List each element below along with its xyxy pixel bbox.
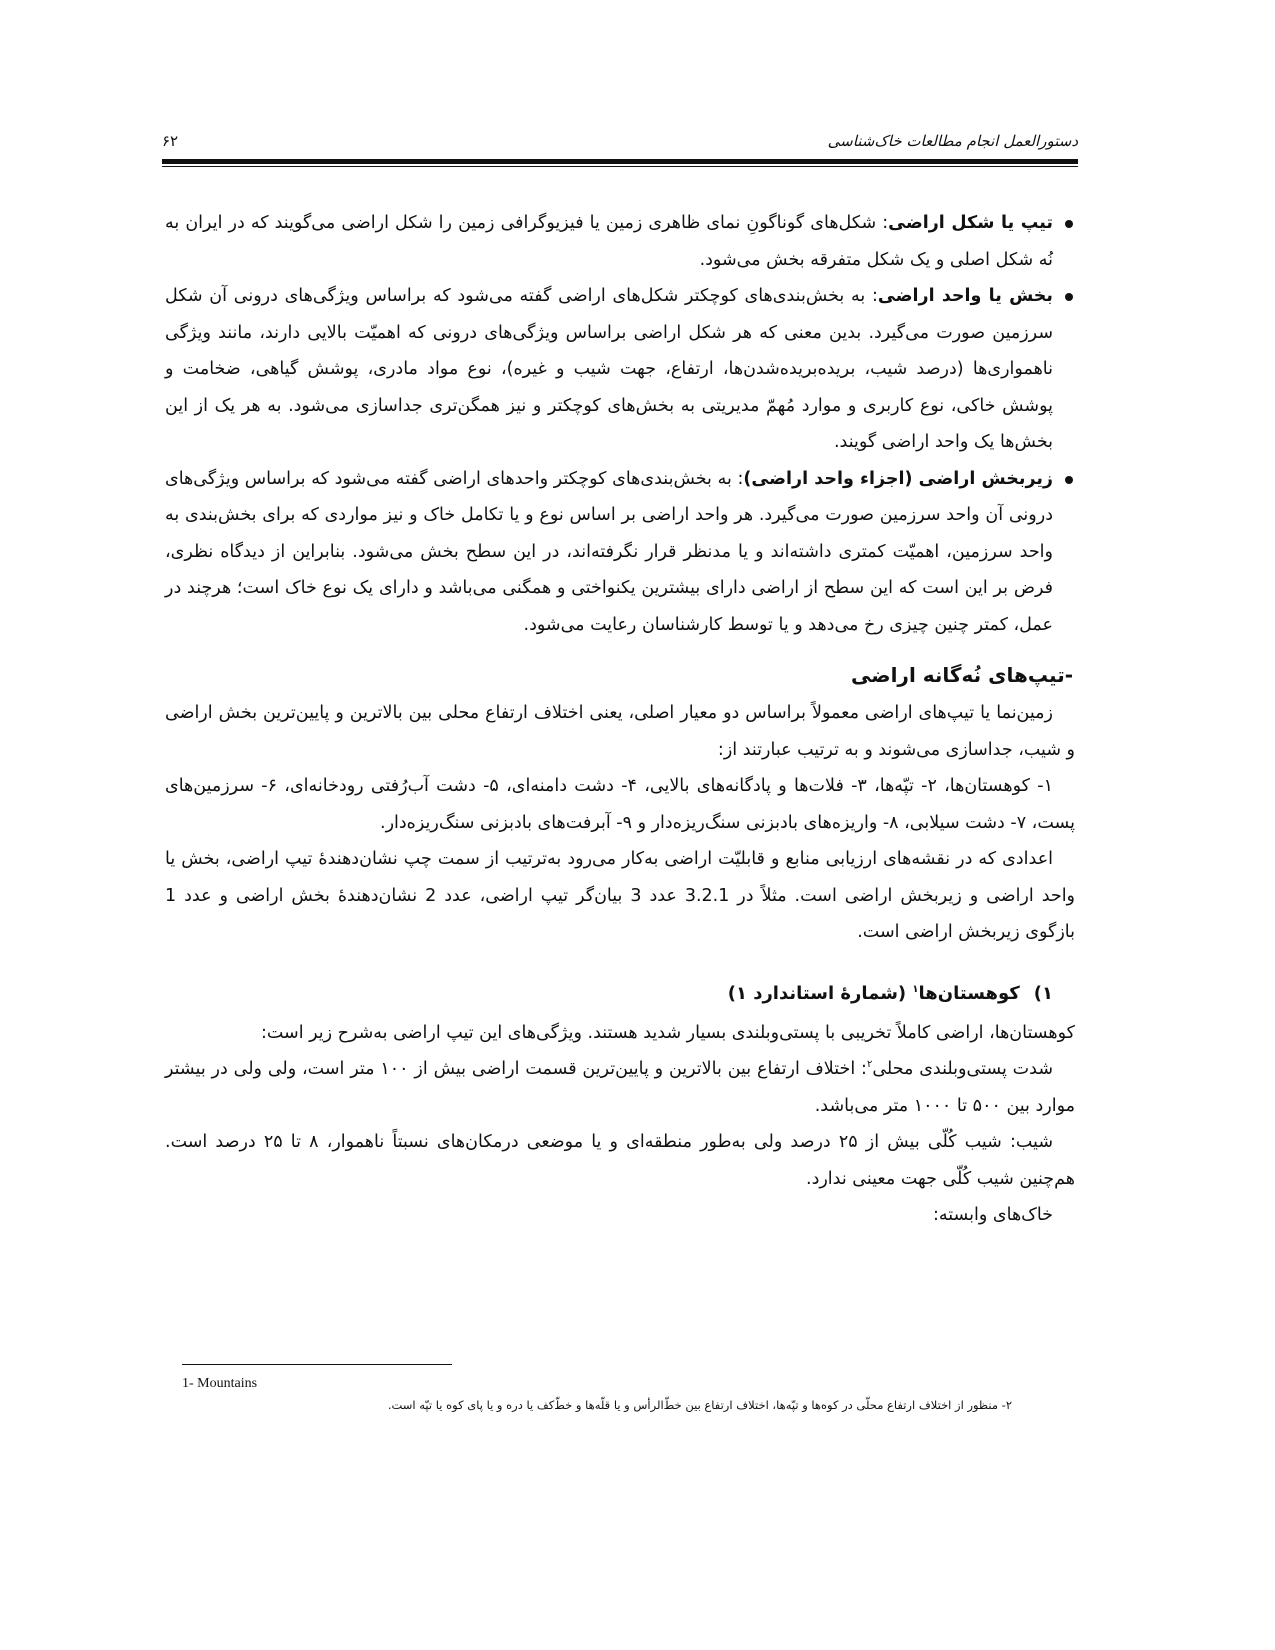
paragraph-soils: خاک‌های وابسته: xyxy=(933,1205,1053,1225)
term-definition: : شکل‌های گوناگونِ نمای ظاهری زمین یا فیزیوگرافی زمین را شکل اراضی می‌گویند که در ایران به نُه شکل اصلی و یک شکل متفرقه بخش می‌شود. xyxy=(165,213,1053,270)
bullet-icon xyxy=(1065,220,1073,228)
term-definition: : به بخش‌بندی‌های کوچکتر واحدهای اراضی گفته می‌شود که براساس ویژگی‌های درونی آن واحد سرزمین صورت می‌گیرد. هر واحد اراضی بر اساس نوع و یا تکامل خاک و نیز مواردی که برای بخش‌بندی به واحد سرزمین، اهمیّت کمتری داشته‌اند و یا مدنظر قرار نگرفته‌اند، در این سطح بخش می‌شود. بنابراین از دیدگاه نظری، فرض بر این است که این سطح از اراضی دارای بیشترین یکنواختی و همگنی می‌باشد و دارای یک نوع خاک است؛ هرچند در عمل، کمتر چنین چیزی رخ می‌دهد و یا توسط کارشناسان رعایت می‌شود. xyxy=(165,468,1053,635)
paragraph-intro: زمین‌نما یا تیپ‌های اراضی معمولاً براساس دو معیار اصلی، یعنی اختلاف ارتفاع محلی بین بالاترین و پایین‌ترین بخش اراضی و شیب، جداسازی می‌شوند و به ترتیب عبارتند از: xyxy=(165,703,1075,760)
paragraph-slope: شیب: شیب کُلّی بیش از ۲۵ درصد ولی به‌طور منطقه‌ای و یا موضعی درمکان‌های نسبتاً ناهموار، ۸ تا ۲۵ درصد است. هم‌چنین شیب کُلّی جهت معینی ندارد. xyxy=(165,1132,1075,1189)
subsection-note: (شمارۀ استاندارد ۱) xyxy=(727,982,913,1004)
footnote-2: ۲- منظور از اختلاف ارتفاع محلّی در کوه‌ها و تپّه‌ها، اختلاف ارتفاع بین خطّ‌الرأس و یا قلّه‌ها و خطّ‌کف یا دره و یا پای کوه یا تپّه است. xyxy=(387,1398,1012,1412)
footnote-rule xyxy=(182,1364,452,1365)
list-item xyxy=(165,205,1075,278)
page-number: ۶۲ xyxy=(162,132,179,150)
paragraph-map-codes: اعدادی که در نقشه‌های ارزیابی منابع و قابلیّت اراضی به‌کار می‌رود به‌ترتیب از سمت چپ نشان‌دهندۀ تیپ اراضی، بخش یا واحد اراضی و زیربخش اراضی است. مثلاً در 3.2.1 عدد 3 بیان‌گر تیپ اراضی، عدد 2 نشان‌دهندۀ بخش اراضی و عدد 1 بازگوی زیربخش اراضی است. xyxy=(165,849,1076,942)
subsection-title: کوهستان‌ها xyxy=(918,982,1020,1004)
term-definition: : به بخش‌بندی‌های کوچکتر شکل‌های اراضی گفته می‌شود که براساس ویژگی‌های درونی آن شکل سرزمین صورت می‌گیرد. بدین معنی که هر شکل اراضی براساس ویژگی‌های درونی که اهمیّت بالایی دارند، مانند ویژگی ناهمواری‌ها (درصد شیب، بریده‌بریده‌شدن‌ها، ارتفاع، جهت شیب و غیره)، نوع مواد مادری، پوشش گیاهی، ضخامت و پوشش خاکی، نوع کاربری و موارد مُهمّ مدیریتی به بخش‌های کوچکتر و نیز همگن‌تری جداسازی می‌شود. به هر یک از این بخش‌ها یک واحد اراضی گویند. xyxy=(165,286,1053,452)
term-label: بخش یا واحد اراضی xyxy=(877,286,1053,306)
header-rule-thick xyxy=(162,159,1078,164)
subsection-number: ۱) xyxy=(1033,982,1053,1004)
paragraph-relief xyxy=(165,1051,1075,1124)
footnote-1: 1- Mountains xyxy=(182,1376,258,1391)
page-header xyxy=(162,126,1078,160)
subsection-heading xyxy=(165,977,1053,1011)
relief-text: : اختلاف ارتفاع بین بالاترین و پایین‌ترین قسمت اراضی بیش از ۱۰۰ متر است، ولی ولی در بیشتر موارد بین ۵۰۰ تا ۱۰۰۰ متر می‌باشد. xyxy=(165,1059,1075,1116)
bullet-icon xyxy=(1065,476,1073,484)
list-item xyxy=(165,461,1075,644)
list-item xyxy=(165,278,1075,461)
definitions-list xyxy=(165,205,1075,643)
term-label: زیربخش اراضی (اجزاء واحد اراضی) xyxy=(743,468,1053,489)
running-title: دستورالعمل انجام مطالعات خاک‌شناسی xyxy=(827,132,1078,150)
footnote-ref-1: ۱ xyxy=(912,983,919,995)
body-content xyxy=(165,205,1075,1234)
relief-label: شدت پستی‌وبلندی محلی xyxy=(872,1059,1053,1079)
bullet-icon xyxy=(1065,293,1073,301)
term-label: تیپ یا شکل اراضی xyxy=(888,213,1053,233)
paragraph-types-list: ۱- کوهستان‌ها، ۲- تپّه‌ها، ۳- فلات‌ها و پادگانه‌های بالایی، ۴- دشت دامنه‌ای، ۵- دشت آب‌رُفتی رودخانه‌ای، ۶- سرزمین‌های پست، ۷- دشت سیلابی، ۸- واریزه‌های بادبزنی سنگ‌ریزه‌دار و ۹- آبرفت‌های بادبزنی سنگ‌ریزه‌دار. xyxy=(165,776,1075,833)
footnote-ref-2: ۲ xyxy=(866,1059,873,1071)
header-rule-thin xyxy=(162,166,1078,167)
paragraph-mountains-intro: کوهستان‌ها، اراضی کاملاً تخریبی با پستی‌وبلندی بسیار شدید هستند. ویژگی‌های این تیپ اراضی به‌شرح زیر است: xyxy=(260,1022,1075,1043)
section-heading: -تیپ‌های نُه‌گانه اراضی xyxy=(851,663,1073,687)
